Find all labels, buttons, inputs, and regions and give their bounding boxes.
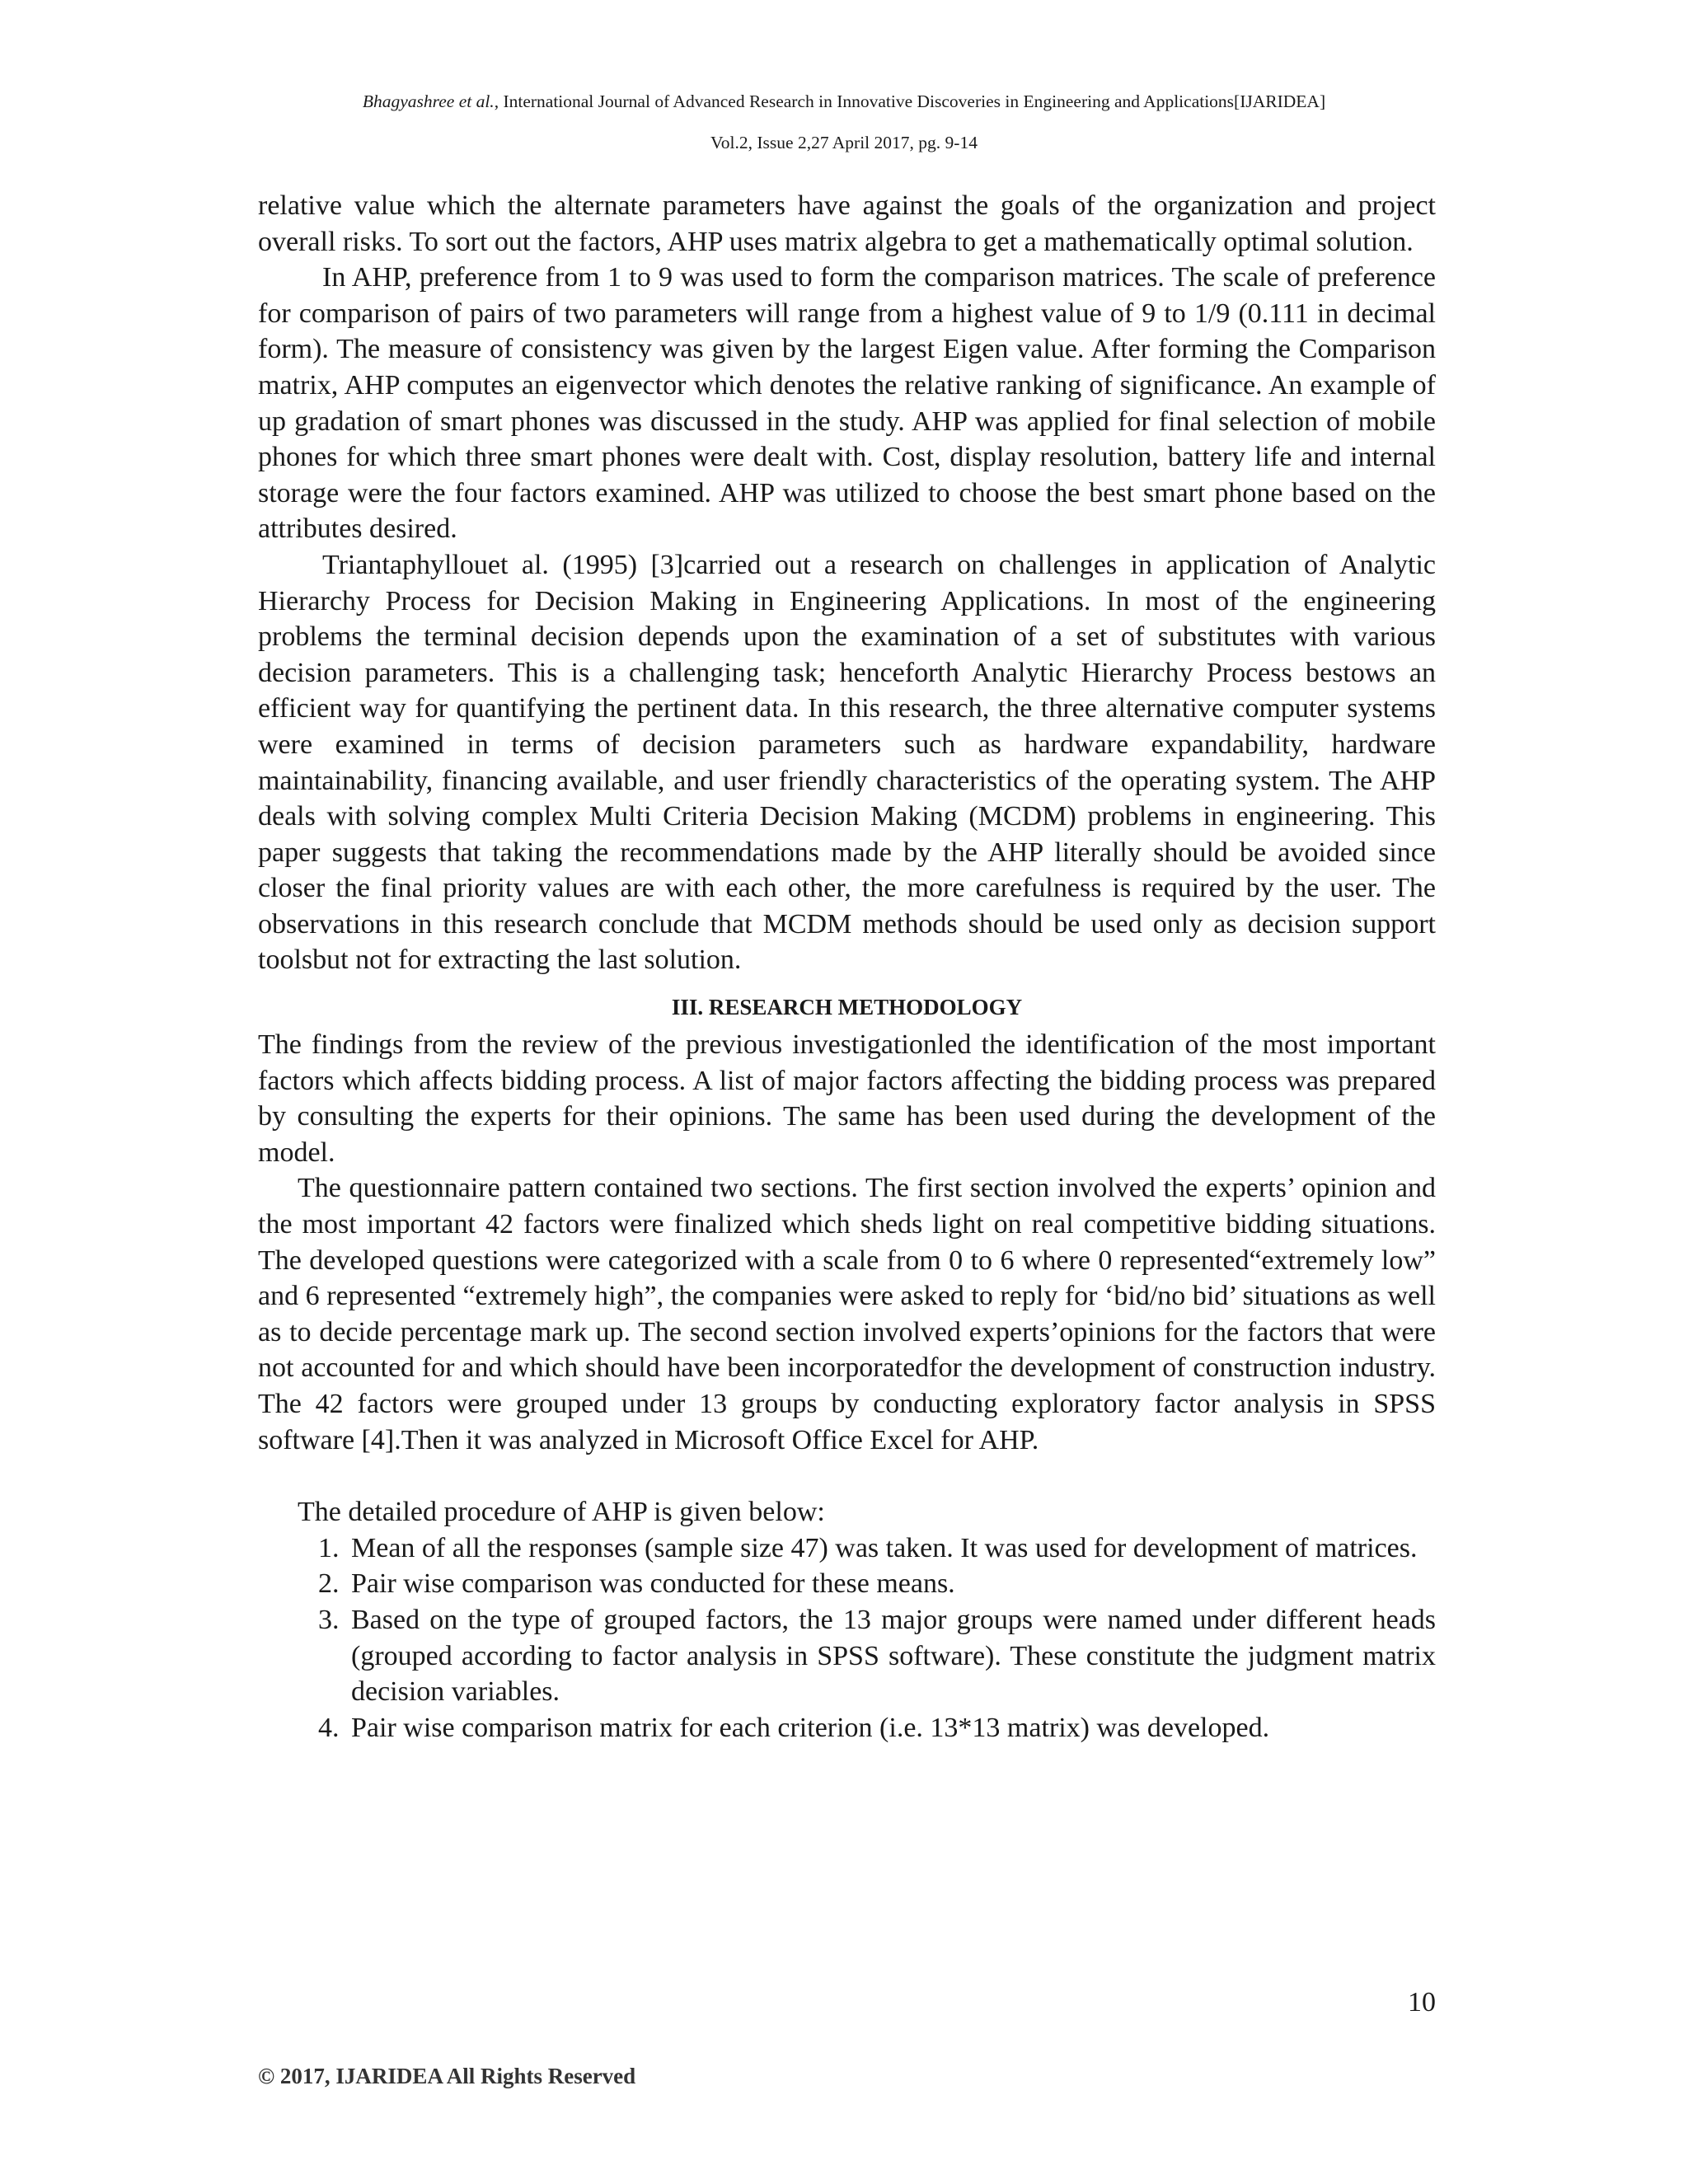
- paragraph-spacer: [258, 1458, 1436, 1494]
- list-item: [258, 1566, 1436, 1602]
- list-item-text: Mean of all the responses (sample size 47) was taken. It was used for development of matrices.: [351, 1532, 1418, 1563]
- header-volume-issue: Vol.2, Issue 2,27 April 2017, pg. 9-14: [710, 133, 978, 152]
- page-body: [258, 188, 1436, 1746]
- procedure-list: [258, 1530, 1436, 1746]
- list-item-text: Pair wise comparison was conducted for these means.: [351, 1568, 955, 1600]
- list-item: [258, 1602, 1436, 1710]
- body-paragraph-ahp-preference: In AHP, preference from 1 to 9 was used to form the comparison matrices. The scale of preference for comparison of pairs of two parameters will range from a highest value of 9 to 1/9 (0.111 in decimal form). The measure of consistency was given by the largest Eigen value. After forming the Comparison matrix, AHP computes an eigenvector which denotes the relative ranking of significance. An example of up gradation of smart phones was discussed in the study. AHP was applied for final selection of mobile phones for which three smart phones were dealt with. Cost, display resolution, battery life and internal storage were the four factors examined. AHP was utilized to choose the best smart phone based on the attributes desired.: [258, 262, 1436, 545]
- list-item-text: Based on the type of grouped factors, the 13 major groups were named under different heads (grouped according to factor analysis in SPSS software). These constitute the judgment matrix decision variables.: [351, 1604, 1436, 1708]
- list-item-number: 2.: [318, 1568, 340, 1600]
- list-item: [258, 1710, 1436, 1746]
- body-paragraph-triantaphyllou: Triantaphyllouet al. (1995) [3]carried out a research on challenges in application of Analytic Hierarchy Process for Decision Making in Engineering Applications. In most of the engineering problems the terminal decision depends upon the examination of a set of substitutes with various decision parameters. This is a challenging task; henceforth Analytic Hierarchy Process bestows an efficient way for quantifying the pertinent data. In this research, the three alternative computer systems were examined in terms of decision parameters such as hardware expandability, hardware maintainability, financing available, and user friendly characteristics of the operating system. The AHP deals with solving complex Multi Criteria Decision Making (MCDM) problems in engineering. This paper suggests that taking the recommendations made by the AHP literally should be avoided since closer the final priority values are with each other, the more carefulness is required by the user. The observations in this research conclude that MCDM methods should be used only as decision support toolsbut not for extracting the last solution.: [258, 549, 1436, 976]
- section-heading: III. RESEARCH METHODOLOGY: [671, 995, 1023, 1020]
- running-header: [0, 89, 1688, 114]
- methodology-paragraph-findings: The findings from the review of the previous investigationled the identification of the most important factors which affects bidding process. A list of major factors affecting the bidding process was prepared by consulting the experts for their opinions. The same has been used during the development of the model.: [258, 1029, 1436, 1168]
- list-item: [258, 1530, 1436, 1567]
- header-journal: , International Journal of Advanced Research in Innovative Discoveries in Engineering and Applications[IJARIDEA]: [494, 91, 1326, 111]
- list-item-number: 1.: [318, 1532, 340, 1563]
- list-item-text: Pair wise comparison matrix for each criterion (i.e. 13*13 matrix) was developed.: [351, 1712, 1270, 1743]
- page-number: 10: [1408, 1987, 1436, 2018]
- copyright-footer: © 2017, IJARIDEA All Rights Reserved: [258, 2064, 636, 2088]
- header-authors: Bhagyashree et al.: [362, 91, 495, 111]
- list-item-number: 4.: [318, 1712, 340, 1743]
- list-item-number: 3.: [318, 1604, 340, 1635]
- body-paragraph-continuation: relative value which the alternate parameters have against the goals of the organization and project overall risks. To sort out the factors, AHP uses matrix algebra to get a mathematically optimal solution.: [258, 190, 1436, 257]
- methodology-paragraph-questionnaire: The questionnaire pattern contained two sections. The first section involved the experts’ opinion and the most important 42 factors were finalized which sheds light on real competitive bidding situations. The developed questions were categorized with a scale from 0 to 6 where 0 represented“extremely low” and 6 represented “extremely high”, the companies were asked to reply for ‘bid/no bid’ situations as well as to decide percentage mark up. The second section involved experts’opinions for the factors that were not accounted for and which should have been incorporatedfor the development of construction industry. The 42 factors were grouped under 13 groups by conducting exploratory factor analysis in SPSS software [4].Then it was analyzed in Microsoft Office Excel for AHP.: [258, 1173, 1436, 1455]
- procedure-intro: The detailed procedure of AHP is given below:: [298, 1497, 825, 1528]
